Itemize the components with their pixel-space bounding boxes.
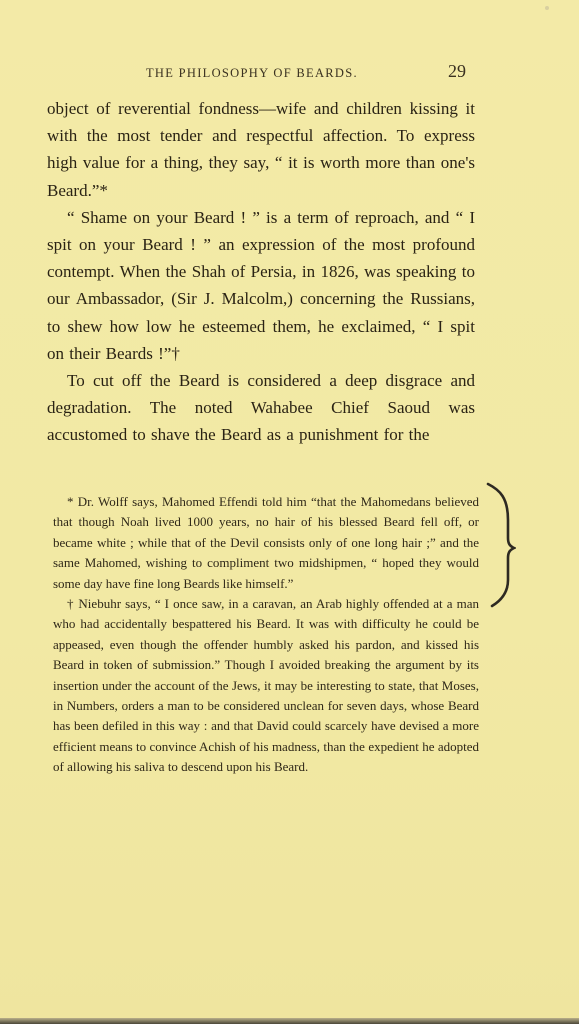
- page-number: 29: [448, 61, 466, 81]
- page-header: [0, 61, 579, 90]
- footnotes: [53, 492, 479, 778]
- paragraph: To cut off the Beard is considered a deep disgrace and degradation. The noted Wahabee Chief Saoud was accustomed to shave the Beard as a punishment for the: [47, 371, 475, 445]
- page-bottom-edge: [0, 1018, 579, 1024]
- paragraph: object of reverential fondness—wife and children kissing it with the most tender and respectful affection. To express high value for a thing, they say, “ it is worth more than one's Beard.”*: [47, 99, 475, 200]
- paper-speck: [545, 6, 549, 10]
- paragraph: “ Shame on your Beard ! ” is a term of reproach, and “ I spit on your Beard ! ” an expression of the most profound contempt. When the Shah of Persia, in 1826, was speaking to our Ambassador, (Sir J. Malcolm,) concerning the Russians, to shew how low he esteemed them, he exclaimed, “ I spit on their Beards !”†: [47, 207, 475, 363]
- running-title: THE PHILOSOPHY OF BEARDS.: [146, 66, 358, 80]
- footnote: * Dr. Wolff says, Mahomed Effendi told him “that the Mahomedans believed that though Noah lived 1000 years, no hair of his blessed Beard fell off, or became white ; while that of the Devil consists only of one long hair ;” and the same Mahomed, wishing to compliment two midshipmen, “ hoped they would some day have fine long Beards like himself.”: [53, 494, 479, 591]
- main-text: [47, 95, 475, 449]
- footnote: † Niebuhr says, “ I once saw, in a caravan, an Arab highly offended at a man who had accidentally bespattered his Beard. It was with difficulty he could be appeased, even though the offender humbly asked his pardon, and kissed his Beard in token of submission.” Though I avoided breaking the argument by its insertion under the account of the Jews, it may be interesting to state, that Moses, in Numbers, orders a man to be considered unclean for seven days, whose Beard has been defiled in this way : and that David could scarcely have devised a more efficient means to convince Achish of his madness, than the expedient he adopted of allowing his saliva to descend upon his Beard.: [53, 596, 479, 775]
- margin-brace-mark: [486, 480, 516, 610]
